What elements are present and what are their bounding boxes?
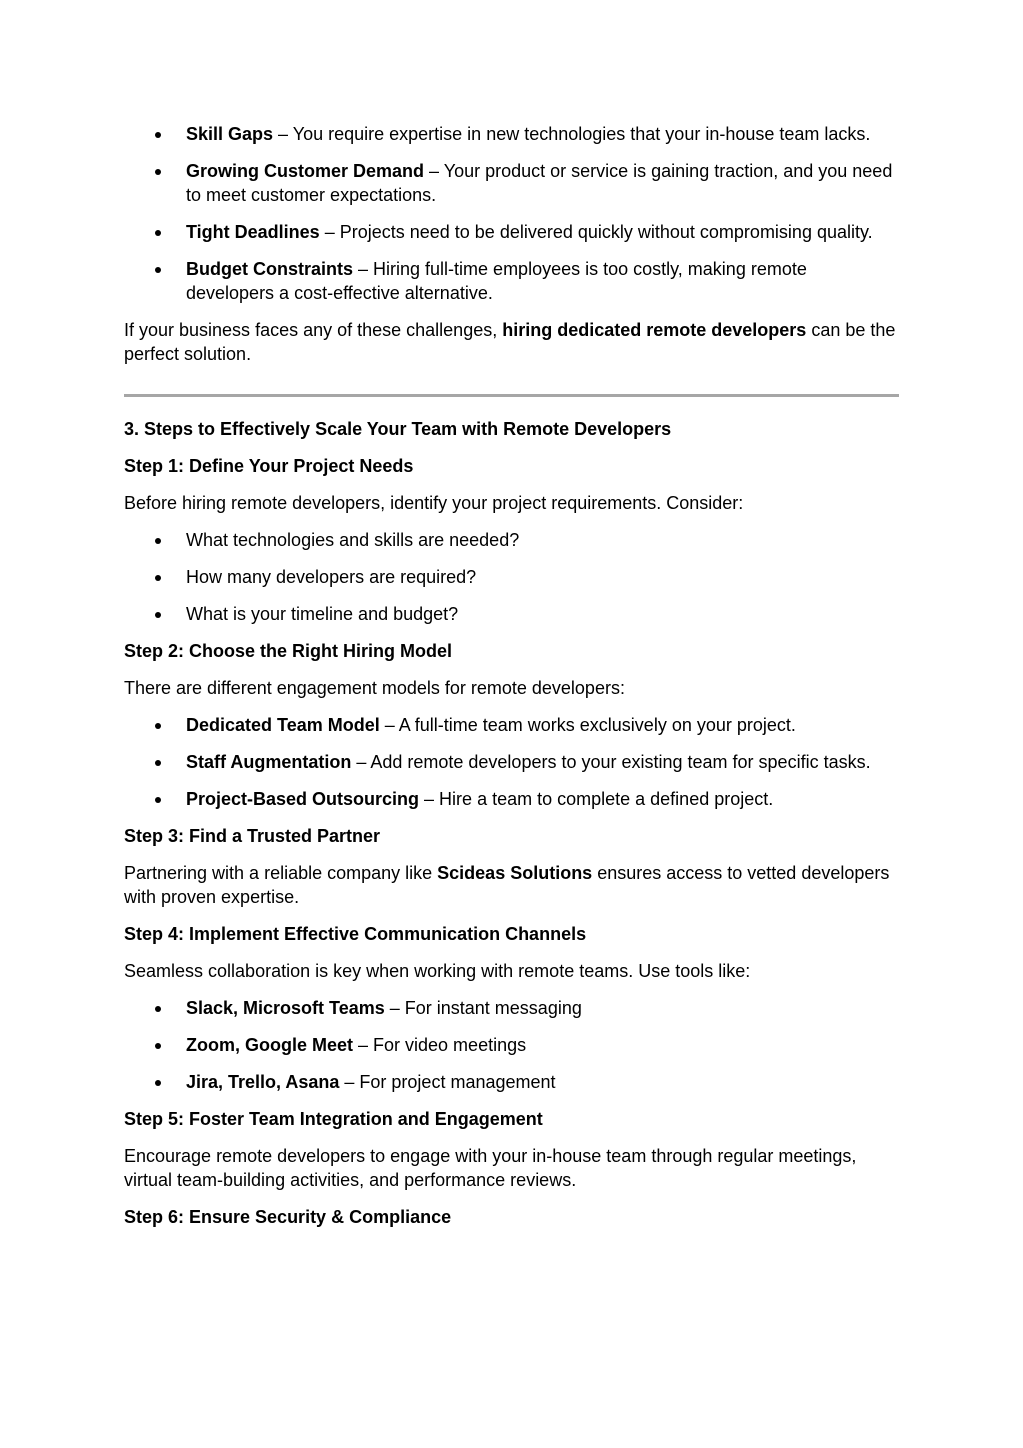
step-6-title: Step 6: Ensure Security & Compliance [124, 1207, 452, 1227]
challenges-paragraph: If your business faces any of these challenges, hiring dedicated remote developers can be the perfect solution. [124, 320, 896, 364]
step-2-intro: There are different engagement models for remote developers: [124, 678, 625, 698]
step-4-intro: Seamless collaboration is key when working with remote teams. Use tools like: [124, 961, 751, 981]
list-item: Tight Deadlines – Projects need to be delivered quickly without compromising quality. [186, 222, 873, 242]
list-item: How many developers are required? [186, 567, 477, 587]
horizontal-divider [124, 394, 899, 397]
step-1-title: Step 1: Define Your Project Needs [124, 456, 414, 476]
list-item: Zoom, Google Meet – For video meetings [186, 1035, 527, 1055]
step-4-list [124, 996, 899, 1094]
list-item: Jira, Trello, Asana – For project management [186, 1072, 556, 1092]
step-3-title: Step 3: Find a Trusted Partner [124, 826, 381, 846]
step-1-list [124, 528, 899, 626]
step-5-title: Step 5: Foster Team Integration and Engagement [124, 1109, 543, 1129]
step-1-intro: Before hiring remote developers, identify your project requirements. Consider: [124, 493, 744, 513]
list-item: Staff Augmentation – Add remote developers to your existing team for specific tasks. [186, 752, 871, 772]
step-4-title: Step 4: Implement Effective Communication Channels [124, 924, 587, 944]
challenges-list [124, 122, 899, 305]
list-item: Growing Customer Demand – Your product or service is gaining traction, and you need to meet customer expectations. [186, 161, 893, 205]
list-item: Dedicated Team Model – A full-time team works exclusively on your project. [186, 715, 796, 735]
step-5-paragraph: Encourage remote developers to engage with your in-house team through regular meetings, virtual team-building activities, and performance reviews. [124, 1146, 857, 1190]
document-page [124, 122, 899, 1242]
step-2-list [124, 713, 899, 811]
list-item: Project-Based Outsourcing – Hire a team to complete a defined project. [186, 789, 774, 809]
step-2-title: Step 2: Choose the Right Hiring Model [124, 641, 452, 661]
list-item: Skill Gaps – You require expertise in new technologies that your in-house team lacks. [186, 124, 871, 144]
list-item: What technologies and skills are needed? [186, 530, 520, 550]
list-item: What is your timeline and budget? [186, 604, 459, 624]
list-item: Budget Constraints – Hiring full-time employees is too costly, making remote developers a cost-effective alternative. [186, 259, 807, 303]
list-item: Slack, Microsoft Teams – For instant messaging [186, 998, 582, 1018]
section-title: 3. Steps to Effectively Scale Your Team with Remote Developers [124, 419, 672, 439]
step-3-paragraph: Partnering with a reliable company like Scideas Solutions ensures access to vetted developers with proven expertise. [124, 863, 890, 907]
